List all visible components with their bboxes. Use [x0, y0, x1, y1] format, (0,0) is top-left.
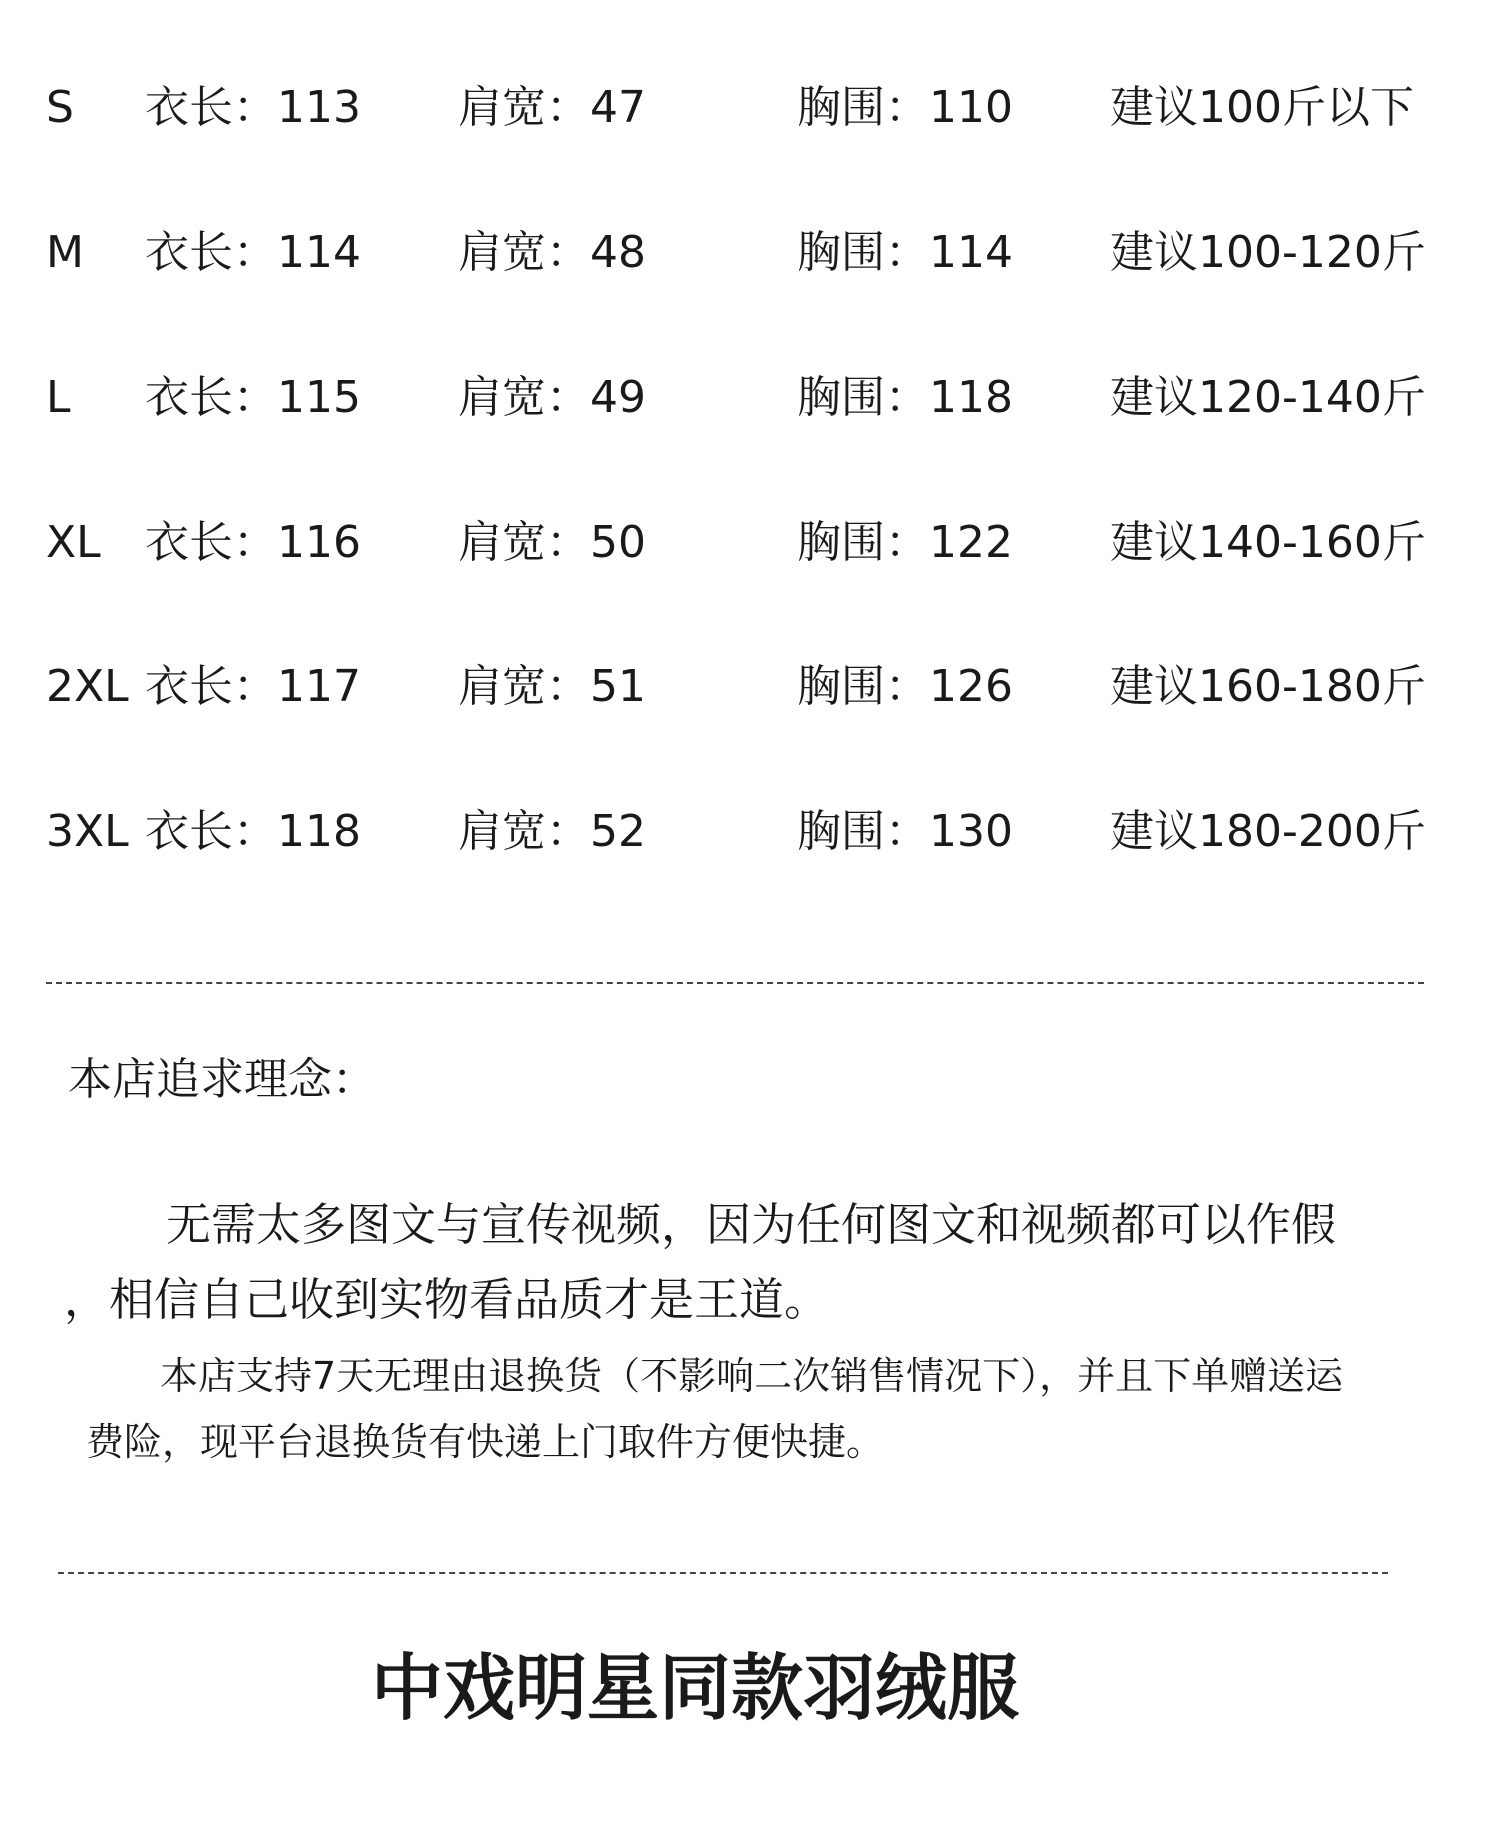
length-value: 衣长：113 [145, 82, 361, 133]
size-row [0, 802, 1500, 862]
length-value: 衣长：118 [145, 806, 361, 857]
size-row [0, 78, 1500, 138]
length-value: 衣长：114 [145, 227, 361, 278]
return-policy-line: 本店支持7天无理由退换货（不影响二次销售情况下），并且下单赠送运 [160, 1354, 1344, 1398]
size-row [0, 513, 1500, 573]
size-row [0, 657, 1500, 717]
size-row [0, 223, 1500, 283]
size-label: L [46, 372, 71, 423]
shoulder-value: 肩宽：51 [458, 661, 646, 712]
chest-value: 胸围：130 [797, 806, 1013, 857]
size-label: 2XL [46, 661, 129, 712]
return-policy-line: 费险，现平台退换货有快递上门取件方便快捷。 [86, 1420, 885, 1464]
philosophy-paragraph-line: ，相信自己收到实物看品质才是王道。 [64, 1273, 830, 1326]
shoulder-value: 肩宽：50 [458, 517, 646, 568]
length-value: 衣长：116 [145, 517, 361, 568]
size-label: XL [46, 517, 101, 568]
weight-recommendation: 建议100斤以下 [1110, 82, 1414, 133]
size-row [0, 368, 1500, 428]
chest-value: 胸围：114 [797, 227, 1013, 278]
chest-value: 胸围：126 [797, 661, 1013, 712]
weight-recommendation: 建议120-140斤 [1110, 372, 1426, 423]
shoulder-value: 肩宽：48 [458, 227, 646, 278]
weight-recommendation: 建议100-120斤 [1110, 227, 1426, 278]
size-label: 3XL [46, 806, 129, 857]
shoulder-value: 肩宽：52 [458, 806, 646, 857]
dashed-divider [46, 982, 1424, 984]
shoulder-value: 肩宽：49 [458, 372, 646, 423]
shoulder-value: 肩宽：47 [458, 82, 646, 133]
weight-recommendation: 建议160-180斤 [1110, 661, 1426, 712]
size-label: M [46, 227, 84, 278]
chest-value: 胸围：110 [797, 82, 1013, 133]
dashed-divider [58, 1572, 1388, 1574]
philosophy-heading: 本店追求理念： [68, 1054, 376, 1105]
product-title: 中戏明星同款羽绒服 [370, 1646, 1019, 1730]
chest-value: 胸围：122 [797, 517, 1013, 568]
length-value: 衣长：115 [145, 372, 361, 423]
size-label: S [46, 82, 74, 133]
philosophy-paragraph-line: 无需太多图文与宣传视频，因为任何图文和视频都可以作假 [166, 1198, 1337, 1251]
chest-value: 胸围：118 [797, 372, 1013, 423]
length-value: 衣长：117 [145, 661, 361, 712]
weight-recommendation: 建议180-200斤 [1110, 806, 1426, 857]
weight-recommendation: 建议140-160斤 [1110, 517, 1426, 568]
